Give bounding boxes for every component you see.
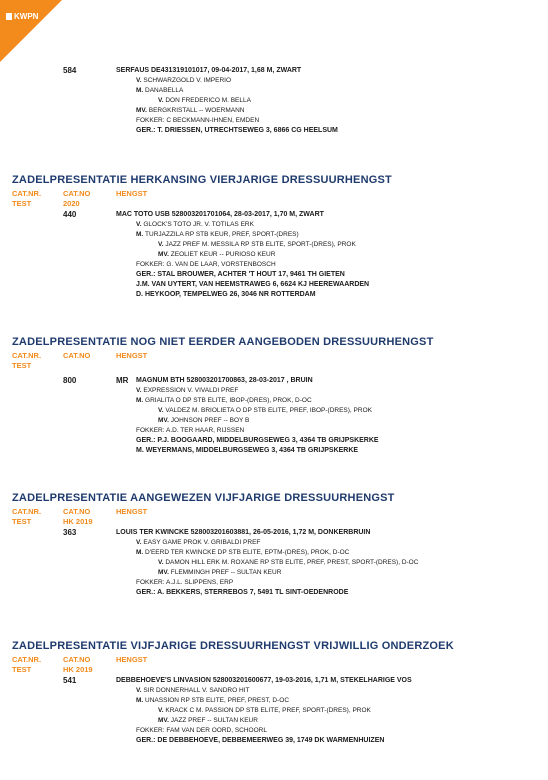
second-dam-line: MV. ZEOLIET KEUR -- PURIOSO KEUR <box>158 251 276 258</box>
breeder: FOKKER: C BECKMANN-IHNEN, EMDEN <box>136 117 260 124</box>
dam: D'EERD TER KWINCKE DP STB ELITE, EPTM-(DRES), PROK, D-OC <box>145 549 350 556</box>
dam: DANABELLA <box>145 87 184 94</box>
dam: UNASSION RP STB ELITE, PREF, PREST, D-OC <box>145 697 290 704</box>
col-cat-no: CAT.NO <box>63 351 91 360</box>
kwpn-logo <box>6 12 38 21</box>
horse-name: SERFAUS DE431319101017, 09-04-2017, 1,68 M, ZWART <box>116 67 302 74</box>
section-title: ZADELPRESENTATIE NOG NIET EERDER AANGEBODEN DRESSUURHENGST <box>12 336 434 348</box>
dam-sire-line: V. KRACK C M. PASSION DP STB ELITE, PREF, SPORT-(DRES), PROK <box>158 707 371 714</box>
col-cat-nr: CAT.NR. <box>12 507 42 516</box>
entry-number: 584 <box>63 66 77 75</box>
second-dam-sire: JAZZ PREF -- SULTAN KEUR <box>170 717 258 724</box>
dam-sire-line: V. JAZZ PREF M. MESSILA RP STB ELITE, SPORT-(DRES), PROK <box>158 241 356 248</box>
col-test: TEST <box>12 517 32 526</box>
entry-number: 541 <box>63 676 77 685</box>
sire: SCHWARZGOLD V. IMPERIO <box>143 77 232 84</box>
dam-sire-line: V. VALDEZ M. BRIOLIETA O DP STB ELITE, PREF, IBOP-(DRES), PROK <box>158 407 372 414</box>
breeder: FOKKER: A.D. TER HAAR, RIJSSEN <box>136 427 245 434</box>
sire-line: V. GLOCK'S TOTO JR. V. TOTILAS ERK <box>136 221 254 228</box>
col-test: TEST <box>12 199 32 208</box>
second-dam-sire: JOHNSON PREF -- BOY B <box>170 417 250 424</box>
second-dam-line: MV. JAZZ PREF -- SULTAN KEUR <box>158 717 258 724</box>
col-year: 2020 <box>63 199 80 208</box>
sire-line: V. EXPRESSION V. VIVALDI PREF <box>136 387 239 394</box>
sire-line: V. SIR DONNERHALL V. SANDRO HIT <box>136 687 250 694</box>
horse-name: DEBBEHOEVE'S LINVASION 528003201600677, 19-03-2016, 1,71 M, STEKELHARIGE VOS <box>116 677 412 684</box>
sire: SIR DONNERHALL V. SANDRO HIT <box>143 687 250 694</box>
second-dam-line: MV. JOHNSON PREF -- BOY B <box>158 417 250 424</box>
dam-sire-line: V. DAMON HILL ERK M. ROXANE RP STB ELITE, PREF, PREST, SPORT-(DRES), D-OC <box>158 559 419 566</box>
owner: GER.: P.J. BOOGAARD, MIDDELBURGSEWEG 3, 4364 TB GRIJPSKERKE <box>136 437 379 444</box>
breeder: FOKKER: G. VAN DE LAAR, VORSTENBOSCH <box>136 261 276 268</box>
mr-mark: MR <box>116 376 129 385</box>
sire: EXPRESSION V. VIVALDI PREF <box>143 387 239 394</box>
second-dam-sire: ZEOLIET KEUR -- PURIOSO KEUR <box>170 251 276 258</box>
section-title: ZADELPRESENTATIE VIJFJARIGE DRESSUURHENGST VRIJWILLIG ONDERZOEK <box>12 640 454 652</box>
dam-sire-line: V. DON FREDERICO M. BELLA <box>158 97 251 104</box>
shield-icon <box>6 13 12 20</box>
horse-name: MAGNUM BTH 528003201700863, 28-03-2017 , BRUIN <box>136 377 313 384</box>
sire: GLOCK'S TOTO JR. V. TOTILAS ERK <box>143 221 254 228</box>
dam-sire: JAZZ PREF M. MESSILA RP STB ELITE, SPORT-(DRES), PROK <box>165 241 356 248</box>
sire: EASY GAME PROK V. GRIBALDI PREF <box>143 539 261 546</box>
dam-line: M. UNASSION RP STB ELITE, PREF, PREST, D-OC <box>136 697 290 704</box>
col-cat-no: CAT.NO <box>63 189 91 198</box>
col-year: HK 2019 <box>63 665 93 674</box>
dam-sire: DON FREDERICO M. BELLA <box>165 97 251 104</box>
second-dam-line: MV. FLEMMINGH PREF -- SULTAN KEUR <box>158 569 282 576</box>
horse-name: MAC TOTO USB 528003201701064, 28-03-2017, 1,70 M, ZWART <box>116 211 324 218</box>
dam: TURJAZZILA RP STB KEUR, PREF, SPORT-(DRES) <box>145 231 299 238</box>
owner-2: J.M. VAN UYTERT, VAN HEEMSTRAWEG 6, 6624 KJ HEEREWAARDEN <box>136 281 370 288</box>
dam-line: M. D'EERD TER KWINCKE DP STB ELITE, EPTM-(DRES), PROK, D-OC <box>136 549 350 556</box>
breeder: FOKKER: FAM VAN DER OORD, SCHOORL <box>136 727 267 734</box>
breeder: FOKKER: A.J.L. SLIPPENS, ERP <box>136 579 234 586</box>
col-cat-nr: CAT.NR. <box>12 655 42 664</box>
section-title: ZADELPRESENTATIE AANGEWEZEN VIJFJARIGE DRESSUURHENGST <box>12 492 395 504</box>
col-hengst: HENGST <box>116 507 148 516</box>
sire-line: V. EASY GAME PROK V. GRIBALDI PREF <box>136 539 261 546</box>
second-dam-line: MV. BERGKRISTALL -- WOERMANN <box>136 107 245 114</box>
dam-sire: VALDEZ M. BRIOLIETA O DP STB ELITE, PREF, IBOP-(DRES), PROK <box>165 407 372 414</box>
dam-line: M. DANABELLA <box>136 87 184 94</box>
section-title: ZADELPRESENTATIE HERKANSING VIERJARIGE DRESSUURHENGST <box>12 174 392 186</box>
col-test: TEST <box>12 361 32 370</box>
second-dam-sire: FLEMMINGH PREF -- SULTAN KEUR <box>170 569 282 576</box>
dam: GRIALITA O DP STB ELITE, IBOP-(DRES), PROK, D-OC <box>145 397 312 404</box>
col-cat-no: CAT.NO <box>63 655 91 664</box>
col-year: HK 2019 <box>63 517 93 526</box>
col-test: TEST <box>12 665 32 674</box>
owner: GER.: STAL BROUWER, ACHTER 'T HOUT 17, 9461 TH GIETEN <box>136 271 345 278</box>
col-hengst: HENGST <box>116 189 148 198</box>
col-cat-no: CAT.NO <box>63 507 91 516</box>
col-hengst: HENGST <box>116 351 148 360</box>
col-cat-nr: CAT.NR. <box>12 189 42 198</box>
corner-banner <box>0 0 62 62</box>
dam-sire: DAMON HILL ERK M. ROXANE RP STB ELITE, PREF, PREST, SPORT-(DRES), D-OC <box>165 559 419 566</box>
col-cat-nr: CAT.NR. <box>12 351 42 360</box>
dam-sire: KRACK C M. PASSION DP STB ELITE, PREF, SPORT-(DRES), PROK <box>165 707 371 714</box>
owner: GER.: A. BEKKERS, STERREBOS 7, 5491 TL SINT-OEDENRODE <box>136 589 349 596</box>
col-hengst: HENGST <box>116 655 148 664</box>
owner-2: M. WEYERMANS, MIDDELBURGSEWEG 3, 4364 TB GRIJPSKERKE <box>136 447 359 454</box>
owner: GER.: DE DEBBEHOEVE, DEBBEMEERWEG 39, 1749 DK WARMENHUIZEN <box>136 737 385 744</box>
entry-number: 363 <box>63 528 77 537</box>
owner-3: D. HEYKOOP, TEMPELWEG 26, 3046 NR ROTTERDAM <box>136 291 316 298</box>
entry-number: 440 <box>63 210 77 219</box>
logo-text: KWPN <box>14 12 39 21</box>
dam-line: M. GRIALITA O DP STB ELITE, IBOP-(DRES), PROK, D-OC <box>136 397 312 404</box>
dam-line: M. TURJAZZILA RP STB KEUR, PREF, SPORT-(DRES) <box>136 231 299 238</box>
horse-name: LOUIS TER KWINCKE 528003201603881, 26-05-2016, 1,72 M, DONKERBRUIN <box>116 529 371 536</box>
owner: GER.: T. DRIESSEN, UTRECHTSEWEG 3, 6866 CG HEELSUM <box>136 127 338 134</box>
entry-number: 800 <box>63 376 77 385</box>
second-dam-sire: BERGKRISTALL -- WOERMANN <box>148 107 245 114</box>
sire-line: V. SCHWARZGOLD V. IMPERIO <box>136 77 232 84</box>
